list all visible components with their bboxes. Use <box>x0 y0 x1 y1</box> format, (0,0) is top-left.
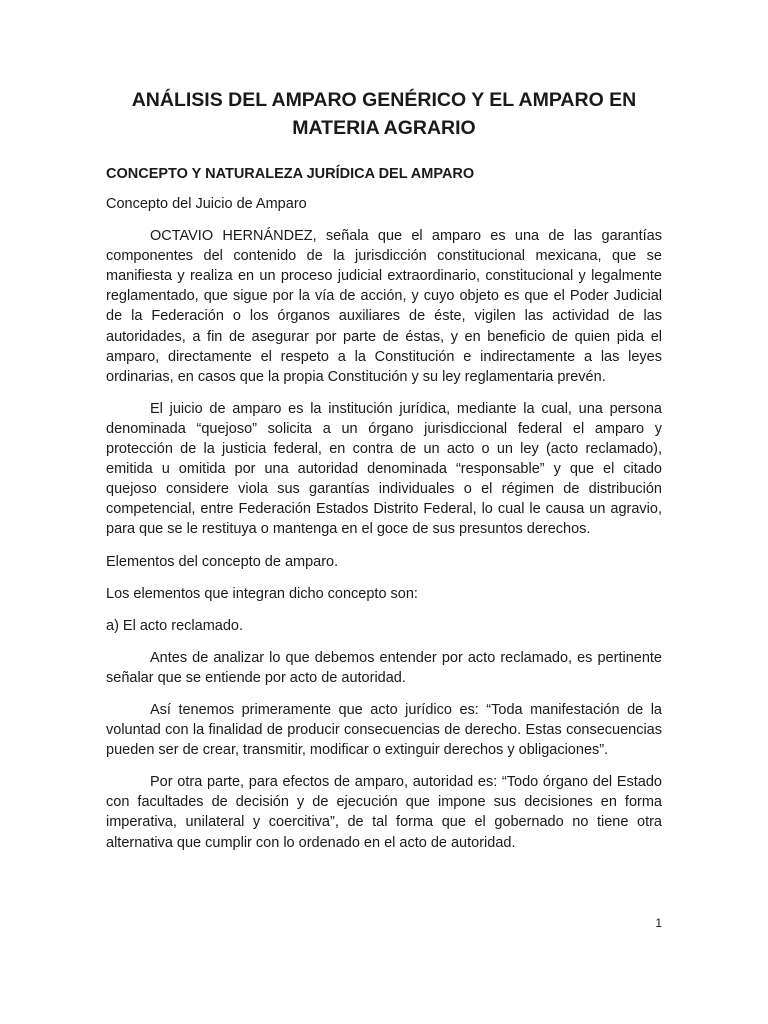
paragraph-octavio-hernandez: OCTAVIO HERNÁNDEZ, señala que el amparo es una de las garantías componentes del contenido de la jurisdicción constitucional mexicana, que se manifiesta y realiza en un proceso judicial extraordinario, constitucional y legalmente reglamentado, que sigue por la vía de acción, y cuyo objeto es que el Poder Judicial de la Federación o los órganos auxiliares de éste, vigilen las actividad de las autoridades, a fin de asegurar por parte de éstas, y en beneficio de quien pida el amparo, directamente el respeto a la Constitución e indirectamente a las leyes ordinarias, en casos que la propia Constitución y su ley reglamentaria prevén. <box>106 228 662 385</box>
document-body <box>106 86 662 865</box>
subheading-elementos: Elementos del concepto de amparo. <box>106 553 339 570</box>
list-item-acto-reclamado: a) El acto reclamado. <box>106 617 244 634</box>
document-title-line-1: ANÁLISIS DEL AMPARO GENÉRICO Y EL AMPARO EN <box>131 89 637 111</box>
paragraph-juicio-de-amparo: El juicio de amparo es la institución jurídica, mediante la cual, una persona denominada “quejoso” solicita a un órgano jurisdiccional federal el amparo y protección de la justicia federal, en contra de un acto o un ley (acto reclamado), emitida u omitida por una autoridad denominada “responsable” y que el citado quejoso considere viola sus garantías individuales o el régimen de distribución competencial, entre Federación Estados Distrito Federal, lo cual le causa un agravio, para que se le restituya o mantenga en el goce de sus presuntos derechos. <box>106 400 662 538</box>
paragraph-autoridad: Por otra parte, para efectos de amparo, autoridad es: “Todo órgano del Estado con facultades de decisión y de ejecución que impone sus decisiones en forma imperativa, unilateral y coercitiva”, de tal forma que el gobernado no tiene otra alternativa que cumplir con lo ordenado en el acto de autoridad. <box>106 774 662 851</box>
subheading-concepto: Concepto del Juicio de Amparo <box>106 196 307 212</box>
paragraph-acto-juridico: Así tenemos primeramente que acto jurídico es: “Toda manifestación de la voluntad con la finalidad de producir consecuencias de derecho. Estas consecuencias pueden ser de crear, transmitir, modificar o extinguir derechos y obligaciones”. <box>106 701 662 759</box>
paragraph-acto-de-autoridad: Antes de analizar lo que debemos entender por acto reclamado, es pertinente señalar que se entiende por acto de autoridad. <box>106 649 662 686</box>
page-number: 1 <box>655 916 662 930</box>
document-title-line-2: MATERIA AGRARIO <box>292 117 476 139</box>
line-elementos-integran: Los elementos que integran dicho concepto son: <box>106 585 418 602</box>
document-title <box>106 86 662 142</box>
section-heading: CONCEPTO Y NATURALEZA JURÍDICA DEL AMPARO <box>106 166 475 182</box>
